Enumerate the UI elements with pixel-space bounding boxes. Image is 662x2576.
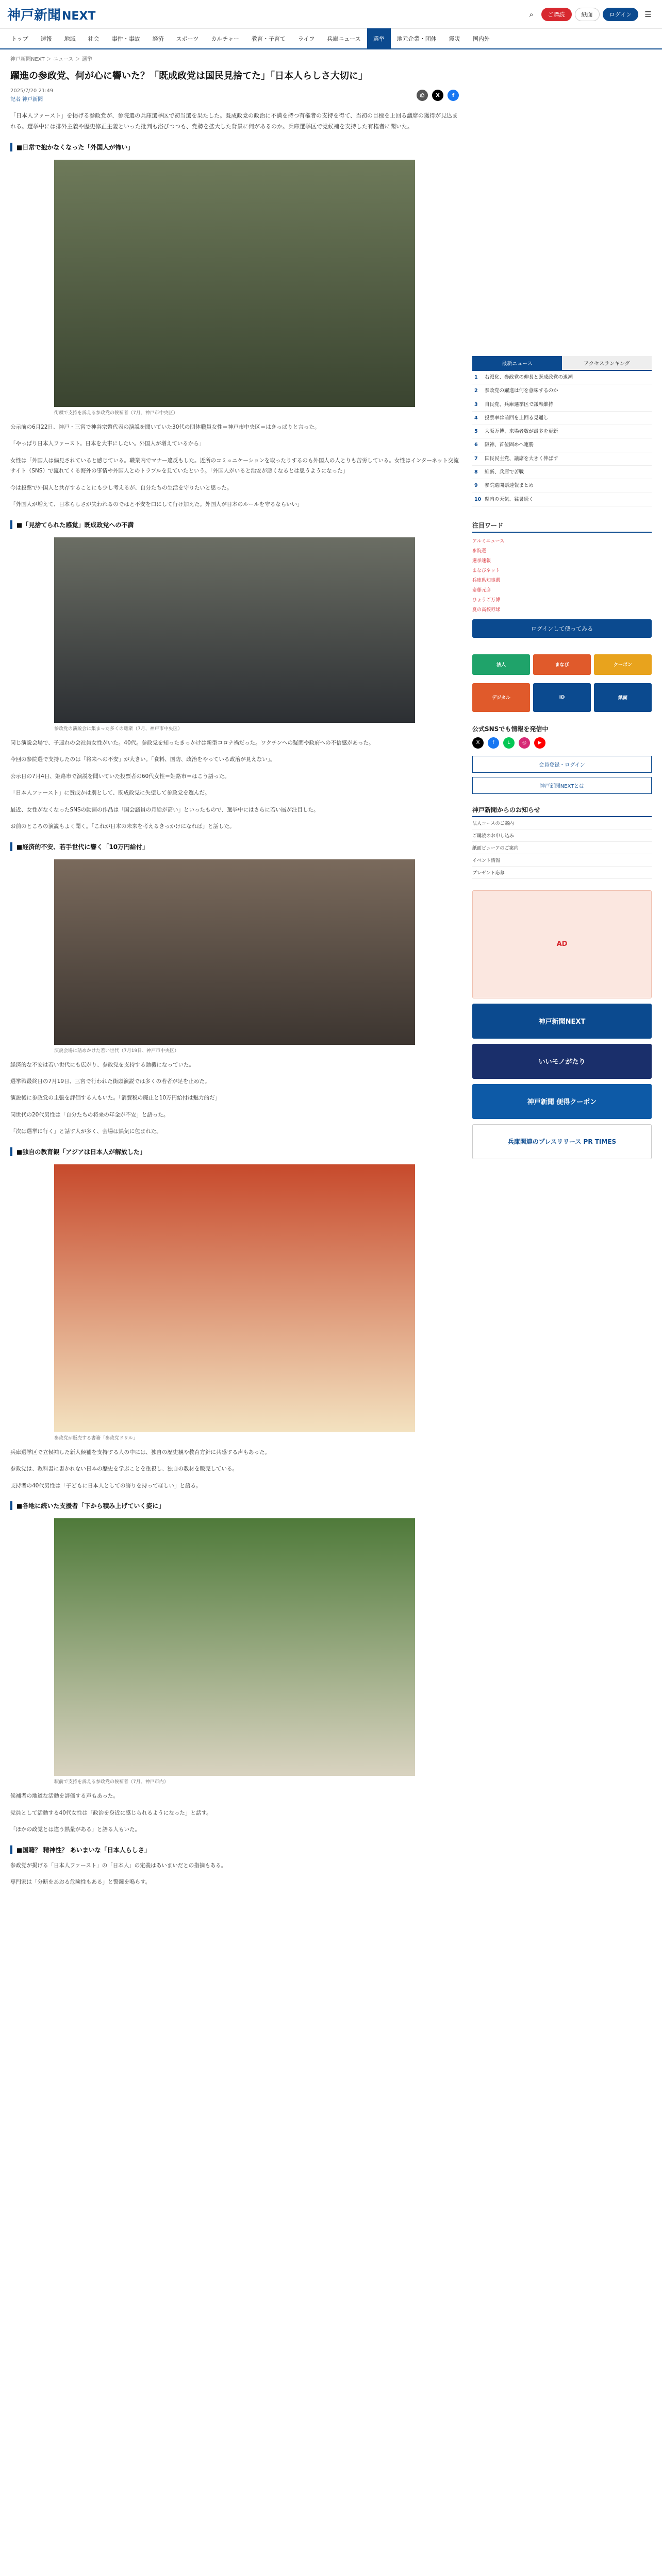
nav-item[interactable]: 国内外 [472, 36, 490, 42]
nav-item[interactable]: 事件・事故 [111, 36, 140, 42]
keyword-link[interactable]: まなびネット [472, 568, 501, 573]
article-paragraph: 兵庫選挙区で立候補した新人候補を支持する人の中には、独自の歴史観や教育方針に共感する声もあった。 [10, 1449, 270, 1455]
rank-title: 大阪万博、来場者数が最多を更新 [485, 429, 558, 435]
info-link[interactable]: ご購読のお申し込み [472, 829, 652, 842]
x-icon[interactable]: X [432, 90, 443, 101]
article-paragraph: 同じ演説会場で、子連れの会社員女性がいた。40代。参政党を知ったきっかけは新型コロナ禍だった。ワクチンへの疑問や政府への不信感があった。 [10, 739, 374, 746]
rank-number: 8 [474, 469, 478, 476]
ranking-item[interactable] [472, 371, 652, 384]
article-photo[interactable] [54, 859, 415, 1045]
print-icon[interactable]: ⎙ [417, 90, 428, 101]
ranking-item[interactable] [472, 398, 652, 412]
article-byline: 記者 神戸新聞 [10, 97, 43, 103]
youtube-icon[interactable]: ▶ [534, 737, 545, 749]
article-paragraph: 「やっぱり日本人ファースト。日本を大事にしたい。外国人が増えているから」 [10, 440, 205, 447]
info-link[interactable]: 法人コースのご案内 [472, 817, 652, 829]
keyword-link[interactable]: 夏の高校野球 [472, 607, 501, 613]
coupon-banner[interactable]: 神戸新聞 便得クーポン [472, 1084, 652, 1119]
article-paragraph: 公示日の7月4日、姫路市で演説を聞いていた投票者の60代女性＝姫路市＝はこう語った。 [10, 773, 230, 779]
keyword-link[interactable]: 兵庫県知事選 [472, 578, 501, 583]
rank-title: 投票率は前回を上回る見通し [485, 415, 549, 421]
article-paragraph: 最近、女性がなくなったSNSの動画の作品は「国会議員の月給が高い」といったもので、選挙中にはさらに若い層が注目した。 [10, 806, 319, 813]
nav-item[interactable]: トップ [11, 36, 28, 42]
share-buttons [417, 90, 459, 101]
rank-number: 6 [474, 442, 478, 448]
article-paragraph: 公示前の6月22日、神戸・三宮で神谷宗幣代表の演説を聞いていた30代の団体職員女性＝神戸市中央区＝はきっぱりと言った。 [10, 423, 320, 430]
nav-item[interactable]: 地元企業・団体 [396, 36, 437, 42]
next-banner[interactable]: 神戸新聞NEXT [472, 1004, 652, 1039]
ranking-item[interactable] [472, 493, 652, 506]
article-paragraph: 経済的な不安は若い世代にも広がり、参政党を支持する動機になっていた。 [10, 1061, 194, 1068]
section-heading: ■独自の教育観「アジアは日本人が解放した」 [10, 1147, 459, 1156]
nav-item[interactable]: ライフ [297, 36, 315, 42]
subscribe-button[interactable]: ご購読 [541, 8, 572, 21]
sns-title: 公式SNSでも情報を発信中 [472, 725, 549, 733]
article-paragraph: 支持者の40代男性は「子どもに日本人としての誇りを持ってほしい」と語る。 [10, 1482, 202, 1489]
nav-item[interactable]: 震災 [449, 36, 460, 42]
article-paragraph: 同世代の20代男性は「自分たちの将来の年金が不安」と語った。 [10, 1111, 169, 1118]
nav-item[interactable]: 兵庫ニュース [327, 36, 361, 42]
x-icon[interactable]: X [472, 737, 484, 749]
article [10, 67, 459, 1888]
ad-banner[interactable]: AD [472, 890, 652, 998]
tab-latest[interactable]: 最新ニュース [472, 356, 562, 370]
photo-caption: 街頭で支持を訴える参政党の候補者（7月、神戸市中央区） [54, 410, 178, 416]
article-lead: 「日本人ファースト」を掲げる参政党が、参院選の兵庫選挙区で初当選を果たした。既成政党の政治に不満を持つ有権者の支持を得て、当初の目標を上回る議席の獲得が見込まれる。選挙中には排外主義や歴史修正主義といった批判も浴びつつも、党勢を拡大した背景に何があるのか。兵庫選挙区で党候補を支持した有権者に聞いた。 [10, 112, 458, 130]
article-photo[interactable] [54, 537, 415, 723]
article-title: 躍進の参政党、何が心に響いた？「既成政党は国民見捨てた」「日本人らしさ大切に」 [10, 71, 368, 81]
about-button[interactable]: 神戸新聞NEXTとは [472, 777, 652, 794]
section-heading: ■国籍？ 精神性？ あいまいな「日本人らしさ」 [10, 1845, 459, 1854]
nav-item[interactable]: 速報 [40, 36, 52, 42]
article-paragraph: 今は投票で外国人と共存することにも少し考えるが、自分たちの生活を守りたいと思った。 [10, 484, 233, 491]
rank-number: 10 [474, 496, 482, 502]
rank-title: 参院選開票速報まとめ [485, 483, 534, 489]
login-button[interactable]: ログイン [603, 8, 638, 21]
info-title: 神戸新聞からのお知らせ [472, 805, 652, 817]
info-link[interactable]: イベント情報 [472, 854, 652, 867]
article-paragraph: 選挙戦最終日の7月19日、三宮で行われた街頭演説では多くの若者が足を止めた。 [10, 1078, 210, 1084]
promo-banner-6[interactable]: 紙面 [594, 683, 652, 712]
section-heading: ■「見捨てられた感覚」既成政党への不満 [10, 520, 459, 529]
ranking-item[interactable] [472, 438, 652, 452]
article-paragraph: 「ほかの政党とは違う熱量がある」と語る人もいた。 [10, 1826, 140, 1833]
keyword-link[interactable]: 斎藤元彦 [472, 587, 491, 593]
ranking-item[interactable] [472, 452, 652, 466]
nav-item[interactable]: スポーツ [176, 36, 199, 42]
article-paragraph: 「日本人ファースト」に賛成かは別として、既成政党に失望して参政党を選んだ。 [10, 790, 210, 796]
article-paragraph: 候補者の地道な活動を評価する声もあった。 [10, 1793, 119, 1800]
rank-number: 4 [474, 415, 478, 421]
rank-title: 阪神、首位固めへ連勝 [485, 442, 534, 448]
rank-title: 県内の天気、猛暑続く [485, 496, 534, 502]
promo-banner-5[interactable]: ID [533, 683, 591, 712]
rank-number: 3 [474, 401, 478, 408]
article-paragraph: 「次は選挙に行く」と話す人が多く、会場は熱気に包まれた。 [10, 1128, 162, 1135]
article-paragraph: 女性は「外国人は偏見されていると感じている。職業内でマナー違反もした。近所のコミュニケーションを取ったりするのも外国人の人とりも苦労している。女性はインターネット交流サイト（SNS）で流れてくる海外の事情や外国人とのトラブルを見ていたという。「外国人がいると治安が悪くなるとは思うようになった」 [10, 457, 459, 474]
rank-number: 1 [474, 375, 478, 380]
nav-item[interactable]: 地域 [64, 36, 76, 42]
rank-number: 5 [474, 429, 478, 435]
info-link[interactable]: プレゼント応募 [472, 867, 652, 879]
section-heading: ■日常で抱かなくなった「外国人が怖い」 [10, 143, 459, 151]
site-header [0, 0, 662, 29]
nav-item[interactable]: カルチャー [211, 36, 239, 42]
sidebar [472, 67, 652, 1888]
keyword-link[interactable]: 選挙速報 [472, 558, 491, 564]
paper-button[interactable]: 紙面 [575, 8, 600, 21]
promo-banner-1[interactable]: 法人 [472, 654, 530, 675]
rank-number: 2 [474, 388, 478, 394]
nav-item[interactable]: 選挙 [367, 28, 391, 49]
photo-caption: 演説会場に詰めかけた若い世代（7月19日、神戸市中央区） [54, 1048, 179, 1054]
facebook-icon[interactable]: f [448, 90, 459, 101]
article-date: 2025/7/20 21:49 [10, 88, 54, 94]
photo-caption: 駅前で支持を訴える参政党の候補者（7月、神戸市内） [54, 1780, 169, 1785]
promo-banner-3[interactable]: クーポン [594, 654, 652, 675]
rank-number: 9 [474, 483, 478, 489]
menu-icon[interactable]: ☰ [644, 9, 652, 19]
info-link[interactable]: 紙面ビューアのご案内 [472, 842, 652, 854]
ranking-item[interactable] [472, 384, 652, 398]
article-paragraph: お前のところの演説もよく聞く。「これが日本の未来を考えるきっかけになれば」と話した。 [10, 823, 235, 830]
ranking-item[interactable] [472, 466, 652, 479]
article-paragraph: 党員として活動する40代女性は「政治を身近に感じられるようになった」と話す。 [10, 1809, 212, 1816]
nav-item[interactable]: 社会 [88, 36, 100, 42]
article-paragraph: 「外国人が増えて、日本らしさが失われるのではと不安を口にして行け加えた。外国人が日本のルールを守るならいい」 [10, 501, 303, 508]
iimono-banner[interactable]: いいモノがたり [472, 1044, 652, 1079]
keyword-link[interactable]: 参院選 [472, 548, 487, 554]
facebook-icon[interactable]: f [488, 737, 499, 749]
nav-item[interactable]: 教育・子育て [251, 36, 286, 42]
login-cta-button[interactable]: ログインして使ってみる [472, 619, 652, 638]
keyword-link[interactable]: アルミニュース [472, 538, 505, 544]
logo-next: NEXT [62, 10, 96, 23]
article-photo[interactable] [54, 160, 415, 407]
ranking-item[interactable] [472, 425, 652, 438]
prtimes-banner[interactable]: 兵庫関連のプレスリリース PR TIMES [472, 1124, 652, 1159]
ranking-item[interactable] [472, 412, 652, 425]
tab-ranking[interactable]: アクセスランキング [562, 356, 652, 370]
photo-caption: 参政党の演説会に集まった多くの聴衆（7月、神戸市中央区） [54, 726, 183, 732]
instagram-icon[interactable]: ◎ [519, 737, 530, 749]
ranking-item[interactable] [472, 479, 652, 493]
promo-banner-4[interactable]: デジタル [472, 683, 530, 712]
promo-banner-2[interactable]: まなび [533, 654, 591, 675]
rank-title: 右派化、参政党の伸長と既成政党の退潮 [485, 375, 573, 380]
rank-title: 参政党の躍進は何を意味するのか [485, 388, 558, 394]
rank-title: 自民党、兵庫選挙区で議席維持 [485, 401, 554, 408]
section-heading: ■経済的不安、若手世代に響く「10万円給付」 [10, 842, 459, 851]
article-photo[interactable] [54, 1164, 415, 1432]
article-paragraph: 演説後に参政党の主張を評価する人もいた。「消費税の廃止と10万円給付は魅力的だ」 [10, 1095, 221, 1101]
article-paragraph: 参政党は、教科書に書かれない日本の歴史を学ぶことを重視し、独自の教材を販売している。 [10, 1466, 238, 1472]
site-logo[interactable] [7, 5, 95, 24]
breadcrumb: 神戸新聞NEXT ＞ ニュース ＞ 選挙 [10, 57, 92, 62]
article-paragraph: 専門家は「分断をあおる危険性もある」と警鐘を鳴らす。 [10, 1879, 151, 1886]
article-photo[interactable] [54, 1518, 415, 1776]
section-heading: ■各地に続いた支援者「下から積み上げていく姿に」 [10, 1501, 459, 1510]
rank-title: 維新、兵庫で苦戦 [485, 469, 524, 476]
register-button[interactable]: 会員登録・ログイン [472, 756, 652, 773]
notice-title: 注目ワード [472, 521, 652, 533]
article-paragraph: 参政党が掲げる「日本人ファースト」の「日本人」の定義はあいまいだとの指摘もある。 [10, 1862, 227, 1869]
article-paragraph: 今回の参院選で支持したのは「将来への不安」が大きい。「食料、国防、政治をやっている政治が見えない」。 [10, 756, 276, 763]
logo-text: 神戸新聞 [7, 8, 61, 23]
search-icon[interactable]: ⌕ [529, 9, 534, 19]
nav-item[interactable]: 経済 [152, 36, 164, 42]
global-nav [0, 29, 662, 49]
line-icon[interactable]: L [503, 737, 515, 749]
rank-title: 国民民主党、議席を大きく伸ばす [485, 455, 558, 462]
keyword-link[interactable]: ひょうご万博 [472, 597, 501, 603]
photo-caption: 参政党が販売する書籍「参政党ドリル」 [54, 1435, 138, 1441]
rank-number: 7 [474, 455, 478, 462]
